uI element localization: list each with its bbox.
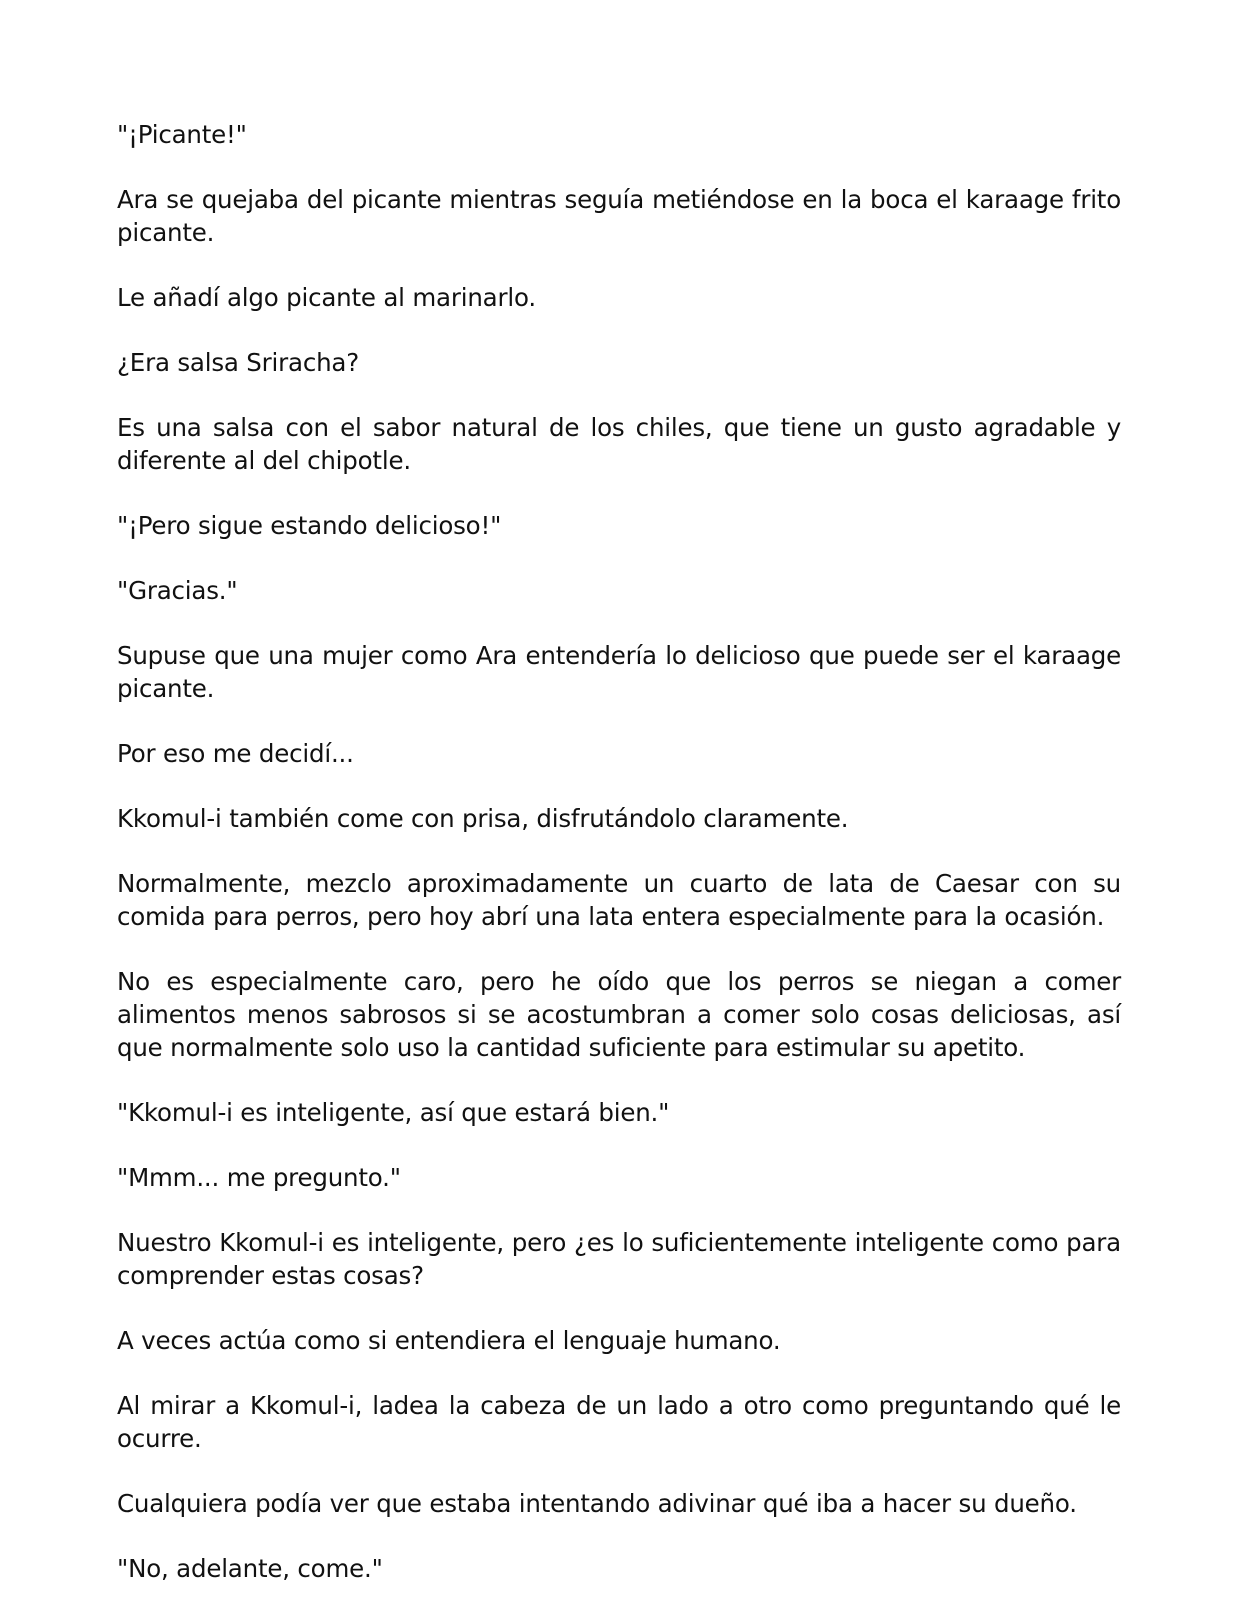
paragraph: "No, adelante, come." <box>117 1554 383 1583</box>
paragraph: Le añadí algo picante al marinarlo. <box>117 283 536 312</box>
paragraph: Kkomul-i también come con prisa, disfrutándolo claramente. <box>117 804 849 833</box>
paragraph: Normalmente, mezclo aproximadamente un cuarto de lata de Caesar con su comida para perros, pero hoy abrí una lata entera especialmente para la ocasión. <box>117 869 1121 931</box>
paragraph: ¿Era salsa Sriracha? <box>117 348 360 377</box>
paragraph: "¡Pero sigue estando delicioso!" <box>117 511 502 540</box>
paragraph: Es una salsa con el sabor natural de los chiles, que tiene un gusto agradable y diferente al del chipotle. <box>117 413 1121 475</box>
paragraph: Ara se quejaba del picante mientras seguía metiéndose en la boca el karaage frito picante. <box>117 185 1121 247</box>
paragraph: "Mmm... me pregunto." <box>117 1163 401 1192</box>
paragraph: "Kkomul-i es inteligente, así que estará bien." <box>117 1098 670 1127</box>
paragraph: Supuse que una mujer como Ara entendería lo delicioso que puede ser el karaage picante. <box>117 641 1121 703</box>
paragraph: "¡Picante!" <box>117 120 247 149</box>
paragraph: A veces actúa como si entendiera el lenguaje humano. <box>117 1326 781 1355</box>
paragraph: "Gracias." <box>117 576 238 605</box>
paragraph: No es especialmente caro, pero he oído que los perros se niegan a comer alimentos menos sabrosos si se acostumbran a comer solo cosas deliciosas, así que normalmente solo uso la cantidad suficiente para estimular su apetito. <box>117 967 1121 1062</box>
paragraph: Al mirar a Kkomul-i, ladea la cabeza de un lado a otro como preguntando qué le ocurre. <box>117 1391 1121 1453</box>
paragraph: Nuestro Kkomul-i es inteligente, pero ¿es lo suficientemente inteligente como para comprender estas cosas? <box>117 1228 1121 1290</box>
paragraph: Cualquiera podía ver que estaba intentando adivinar qué iba a hacer su dueño. <box>117 1489 1077 1518</box>
paragraph: Por eso me decidí... <box>117 739 354 768</box>
document-page <box>117 118 1121 1585</box>
